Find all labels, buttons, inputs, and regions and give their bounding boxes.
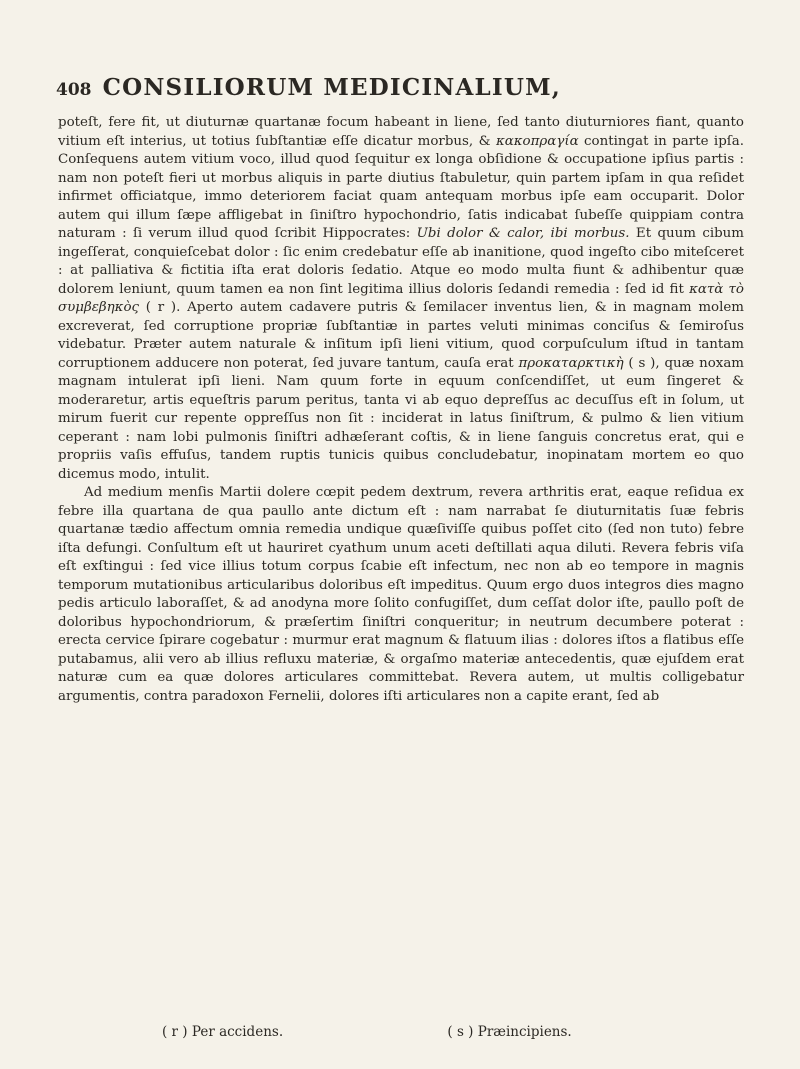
- footnote-s: ( s ) Præincipiens.: [447, 1024, 572, 1040]
- page-header: [56, 74, 746, 106]
- footnote-r: ( r ) Per accidens.: [162, 1024, 284, 1040]
- text-run: Et quum cibum ingeſſerat, conquieſcebat dolor : ſic enim credebatur eſſe ab inanitione, quod ingeſto cibo miteſceret : at palliativa & fictitia iſta erat doloris ſedatio. Atque eo modo multa fiunt & adhibentur quæ dolorem leniunt, quum tamen ea non ſint legitima illius doloris ſedandi remedia : ſed id fit: [58, 226, 745, 297]
- footnotes: [162, 1024, 722, 1040]
- greek-term: προκαταρκτικὴ: [518, 355, 624, 371]
- body-text: [58, 114, 744, 706]
- greek-term: κακοπραγία: [495, 133, 579, 149]
- text-run: contingat in parte ipſa. Conſequens autem vitium voco, illud quod ſequitur ex longa obſidione & occupatione ipſius partis : nam non poteſt fieri ut morbus aliquis in parte diutius ſtabuletur, quin partem ipſam in qua reſidet infirmet officiatque, immo deteriorem faciat quam antequam morbus ipſe eam occuparit. Dolor autem qui illum ſæpe affligebat in ſiniſtro hypochondrio, ſatis indicabat ſubeſſe quippiam contra naturam : ſi verum illud quod ſcribit Hippocrates:: [58, 133, 744, 241]
- paragraph-1: [58, 114, 744, 484]
- hippocrates-quote: Ubi dolor & calor, ibi morbus.: [416, 226, 630, 241]
- text-run: ( s ), quæ noxam magnam intulerat ipſi lieni. Nam quum forte in equum conſcendiſſet, ut eum ſingeret & moderaretur, artis equeſtris parum peritus, tanta vi ab equo depreſſus ac decuſſus eſt in ſolum, ut mirum fuerit cur repente oppreſſus non ſit : inciderat in latus ſiniſtrum, & pulmo & lien vitium ceperant : nam lobi pulmonis ſiniſtri adhæſerant coſtis, & in liene ſanguis concretus erat, qui e propriis vaſis effuſus, tandem ruptis tunicis quibus concludebatur, inopinatam mortem eo quo dicemus modo, intulit.: [58, 355, 744, 482]
- page-number: 408: [56, 80, 92, 100]
- text-run: ( r ). Aperto autem cadavere putris & ſemilacer inventus lien, & in magnam molem excreverat, ſed corruptione propriæ ſubſtantiæ in partes veluti minimas conciſus & ſemiroſus videbatur. Præter autem naturale & inſitum ipſi lieni vitium, quod corpuſculum iſtud in tantam corruptionem adducere non poterat, ſed juvare tantum, cauſa erat: [58, 300, 744, 371]
- greek-term: κατὰ τὸ συμβεβηκὸς: [58, 281, 744, 315]
- text-run: poteſt, fere fit, ut diuturnæ quartanæ focum habeant in liene, ſed tanto diuturniores fiant, quanto vitium eſt interius, ut totius ſubſtantiæ eſſe dicatur morbus, &: [58, 115, 744, 149]
- running-title: CONSILIORUM MEDICINALIUM,: [102, 74, 562, 101]
- paragraph-2: Ad medium menſis Martii dolere cœpit pedem dextrum, revera arthritis erat, eaque reſidua ex febre illa quartana de qua paullo ante dictum eſt : nam narrabat ſe diuturnitatis ſuæ febris quartanæ tædio affectum omnia remedia undique quæſiviſſe quibus poſſet cito (ſed non tuto) febre iſta defungi. Conſultum eſt ut hauriret cyathum unum aceti deſtillati aqua diluti. Revera febris viſa eſt exſtingui : ſed vice illius totum corpus ſcabie eſt infectum, nec non ab eo tempore in magnis temporum mutationibus articularibus doloribus eſt impeditus. Quum ergo duos integros dies magno pedis articulo laboraſſet, & ad anodyna more ſolito confugiſſet, dum ceſſat dolor iſte, paullo poſt de doloribus hypochondriorum, & præſertim ſiniſtri conqueritur; in neutrum decumbere poterat : erecta cervice ſpirare cogebatur : murmur erat magnum & flatuum ilias : dolores iſtos a flatibus eſſe putabamus, alii vero ab illius refluxu materiæ, & orgaſmo materiæ antecedentis, quæ ejuſdem erat naturæ cum ea quæ dolores articulares committebat. Revera autem, ut multis colligebatur argumentis, contra paradoxon Fernelii, dolores iſti articulares non a capite erant, ſed ab: [58, 485, 744, 704]
